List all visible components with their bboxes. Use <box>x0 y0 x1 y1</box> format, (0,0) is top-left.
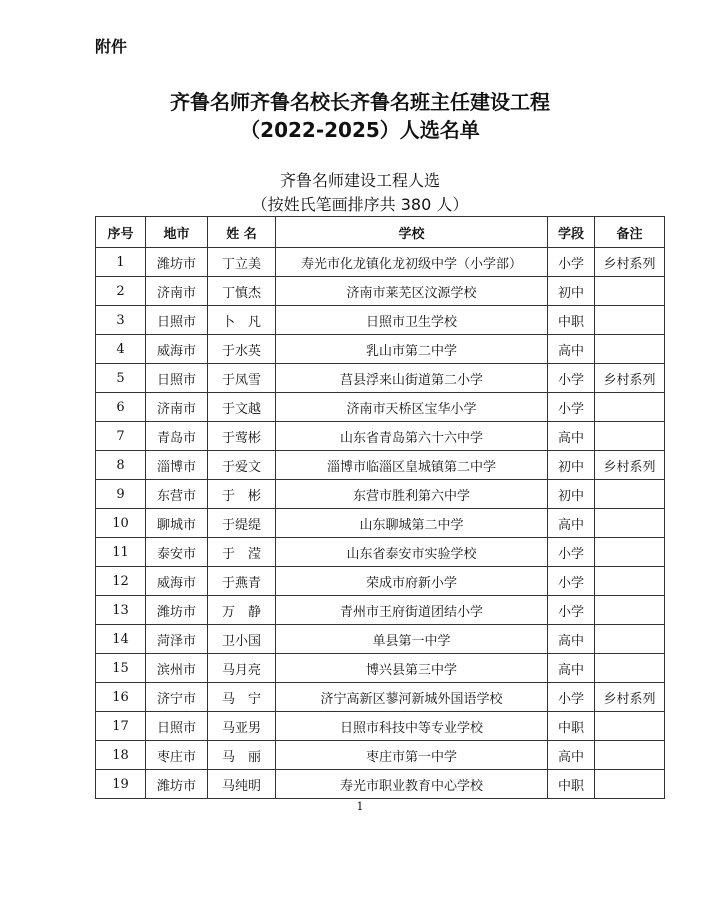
cell-index: 2 <box>96 277 146 306</box>
cell-name: 于爱文 <box>208 451 276 480</box>
cell-city: 潍坊市 <box>146 770 208 799</box>
cell-stage: 中职 <box>548 770 595 799</box>
header-remark: 备注 <box>595 217 665 248</box>
cell-school: 日照市科技中等专业学校 <box>276 712 548 741</box>
cell-name: 于莺彬 <box>208 422 276 451</box>
cell-stage: 高中 <box>548 509 595 538</box>
cell-name: 马月亮 <box>208 654 276 683</box>
cell-school: 荣成市府新小学 <box>276 567 548 596</box>
cell-index: 16 <box>96 683 146 712</box>
cell-city: 菏泽市 <box>146 625 208 654</box>
cell-city: 日照市 <box>146 306 208 335</box>
section-note: （按姓氏笔画排序共 380 人） <box>251 195 469 214</box>
cell-city: 济宁市 <box>146 683 208 712</box>
cell-stage: 中职 <box>548 712 595 741</box>
cell-school: 日照市卫生学校 <box>276 306 548 335</box>
cell-remark <box>595 538 665 567</box>
cell-index: 6 <box>96 393 146 422</box>
cell-school: 济宁高新区蓼河新城外国语学校 <box>276 683 548 712</box>
table-row <box>96 654 665 683</box>
table-row <box>96 335 665 364</box>
cell-index: 19 <box>96 770 146 799</box>
table-row <box>96 306 665 335</box>
table-row <box>96 596 665 625</box>
table-row <box>96 422 665 451</box>
cell-index: 9 <box>96 480 146 509</box>
cell-index: 17 <box>96 712 146 741</box>
cell-name: 马亚男 <box>208 712 276 741</box>
cell-stage: 小学 <box>548 393 595 422</box>
cell-name: 于燕青 <box>208 567 276 596</box>
cell-city: 泰安市 <box>146 538 208 567</box>
cell-stage: 小学 <box>548 683 595 712</box>
cell-school: 济南市天桥区宝华小学 <box>276 393 548 422</box>
cell-school: 寿光市职业教育中心学校 <box>276 770 548 799</box>
cell-name: 丁慎杰 <box>208 277 276 306</box>
cell-school: 博兴县第三中学 <box>276 654 548 683</box>
cell-index: 7 <box>96 422 146 451</box>
cell-remark <box>595 393 665 422</box>
header-school: 学校 <box>276 217 548 248</box>
cell-remark <box>595 277 665 306</box>
attachment-label: 附件 <box>95 37 128 56</box>
table-row <box>96 712 665 741</box>
cell-name: 卜 凡 <box>208 306 276 335</box>
cell-school: 淄博市临淄区皇城镇第二中学 <box>276 451 548 480</box>
header-city: 地市 <box>146 217 208 248</box>
cell-remark <box>595 567 665 596</box>
cell-remark <box>595 509 665 538</box>
cell-remark <box>595 480 665 509</box>
cell-school: 莒县浮来山街道第二小学 <box>276 364 548 393</box>
cell-remark <box>595 306 665 335</box>
cell-index: 1 <box>96 248 146 277</box>
table-row <box>96 509 665 538</box>
cell-remark <box>595 596 665 625</box>
header-name: 姓 名 <box>208 217 276 248</box>
cell-stage: 高中 <box>548 654 595 683</box>
cell-stage: 小学 <box>548 364 595 393</box>
cell-remark: 乡村系列 <box>595 451 665 480</box>
cell-stage: 初中 <box>548 480 595 509</box>
table-row <box>96 451 665 480</box>
table-row <box>96 770 665 799</box>
cell-city: 青岛市 <box>146 422 208 451</box>
cell-stage: 中职 <box>548 306 595 335</box>
cell-city: 东营市 <box>146 480 208 509</box>
cell-city: 日照市 <box>146 364 208 393</box>
cell-stage: 初中 <box>548 277 595 306</box>
cell-name: 于缇缇 <box>208 509 276 538</box>
cell-index: 3 <box>96 306 146 335</box>
cell-school: 济南市莱芜区汶源学校 <box>276 277 548 306</box>
table-row <box>96 567 665 596</box>
cell-name: 马纯明 <box>208 770 276 799</box>
cell-index: 14 <box>96 625 146 654</box>
cell-name: 于 滢 <box>208 538 276 567</box>
cell-school: 寿光市化龙镇化龙初级中学（小学部） <box>276 248 548 277</box>
section-title: 齐鲁名师建设工程人选 <box>279 171 440 190</box>
cell-name: 马 宁 <box>208 683 276 712</box>
cell-city: 济南市 <box>146 277 208 306</box>
cell-city: 潍坊市 <box>146 596 208 625</box>
candidate-table <box>95 216 665 799</box>
cell-name: 于 彬 <box>208 480 276 509</box>
header-index: 序号 <box>96 217 146 248</box>
cell-stage: 高中 <box>548 741 595 770</box>
cell-index: 4 <box>96 335 146 364</box>
cell-remark <box>595 422 665 451</box>
cell-school: 山东省泰安市实验学校 <box>276 538 548 567</box>
cell-stage: 高中 <box>548 422 595 451</box>
cell-city: 威海市 <box>146 567 208 596</box>
cell-school: 单县第一中学 <box>276 625 548 654</box>
table-header-row <box>96 217 665 248</box>
cell-city: 滨州市 <box>146 654 208 683</box>
cell-school: 乳山市第二中学 <box>276 335 548 364</box>
table-row <box>96 364 665 393</box>
table-row <box>96 248 665 277</box>
cell-school: 青州市王府街道团结小学 <box>276 596 548 625</box>
cell-stage: 初中 <box>548 451 595 480</box>
document-title: 齐鲁名师齐鲁名校长齐鲁名班主任建设工程 <box>170 90 550 114</box>
cell-stage: 高中 <box>548 625 595 654</box>
cell-city: 淄博市 <box>146 451 208 480</box>
cell-remark <box>595 335 665 364</box>
cell-city: 济南市 <box>146 393 208 422</box>
cell-name: 万 静 <box>208 596 276 625</box>
table-row <box>96 538 665 567</box>
cell-city: 威海市 <box>146 335 208 364</box>
cell-index: 5 <box>96 364 146 393</box>
cell-index: 18 <box>96 741 146 770</box>
table-row <box>96 393 665 422</box>
cell-index: 8 <box>96 451 146 480</box>
cell-name: 于水英 <box>208 335 276 364</box>
cell-stage: 高中 <box>548 335 595 364</box>
cell-index: 11 <box>96 538 146 567</box>
header-stage: 学段 <box>548 217 595 248</box>
cell-remark <box>595 770 665 799</box>
cell-index: 10 <box>96 509 146 538</box>
cell-name: 于凤雪 <box>208 364 276 393</box>
cell-name: 马 丽 <box>208 741 276 770</box>
cell-school: 山东聊城第二中学 <box>276 509 548 538</box>
cell-city: 聊城市 <box>146 509 208 538</box>
table-row <box>96 741 665 770</box>
cell-stage: 小学 <box>548 538 595 567</box>
cell-city: 日照市 <box>146 712 208 741</box>
cell-remark <box>595 625 665 654</box>
cell-index: 15 <box>96 654 146 683</box>
cell-remark: 乡村系列 <box>595 683 665 712</box>
cell-index: 13 <box>96 596 146 625</box>
cell-remark <box>595 654 665 683</box>
table-row <box>96 480 665 509</box>
cell-school: 山东省青岛第六十六中学 <box>276 422 548 451</box>
cell-remark: 乡村系列 <box>595 248 665 277</box>
cell-stage: 小学 <box>548 567 595 596</box>
cell-stage: 小学 <box>548 596 595 625</box>
cell-remark: 乡村系列 <box>595 364 665 393</box>
page-number: 1 <box>356 800 364 813</box>
cell-city: 潍坊市 <box>146 248 208 277</box>
cell-stage: 小学 <box>548 248 595 277</box>
table-row <box>96 277 665 306</box>
cell-city: 枣庄市 <box>146 741 208 770</box>
cell-school: 枣庄市第一中学 <box>276 741 548 770</box>
document-title-years: （2022-2025）人选名单 <box>240 118 480 142</box>
cell-name: 卫小国 <box>208 625 276 654</box>
cell-remark <box>595 741 665 770</box>
cell-name: 于文越 <box>208 393 276 422</box>
cell-school: 东营市胜利第六中学 <box>276 480 548 509</box>
cell-name: 丁立美 <box>208 248 276 277</box>
cell-index: 12 <box>96 567 146 596</box>
table-row <box>96 683 665 712</box>
table-row <box>96 625 665 654</box>
cell-remark <box>595 712 665 741</box>
